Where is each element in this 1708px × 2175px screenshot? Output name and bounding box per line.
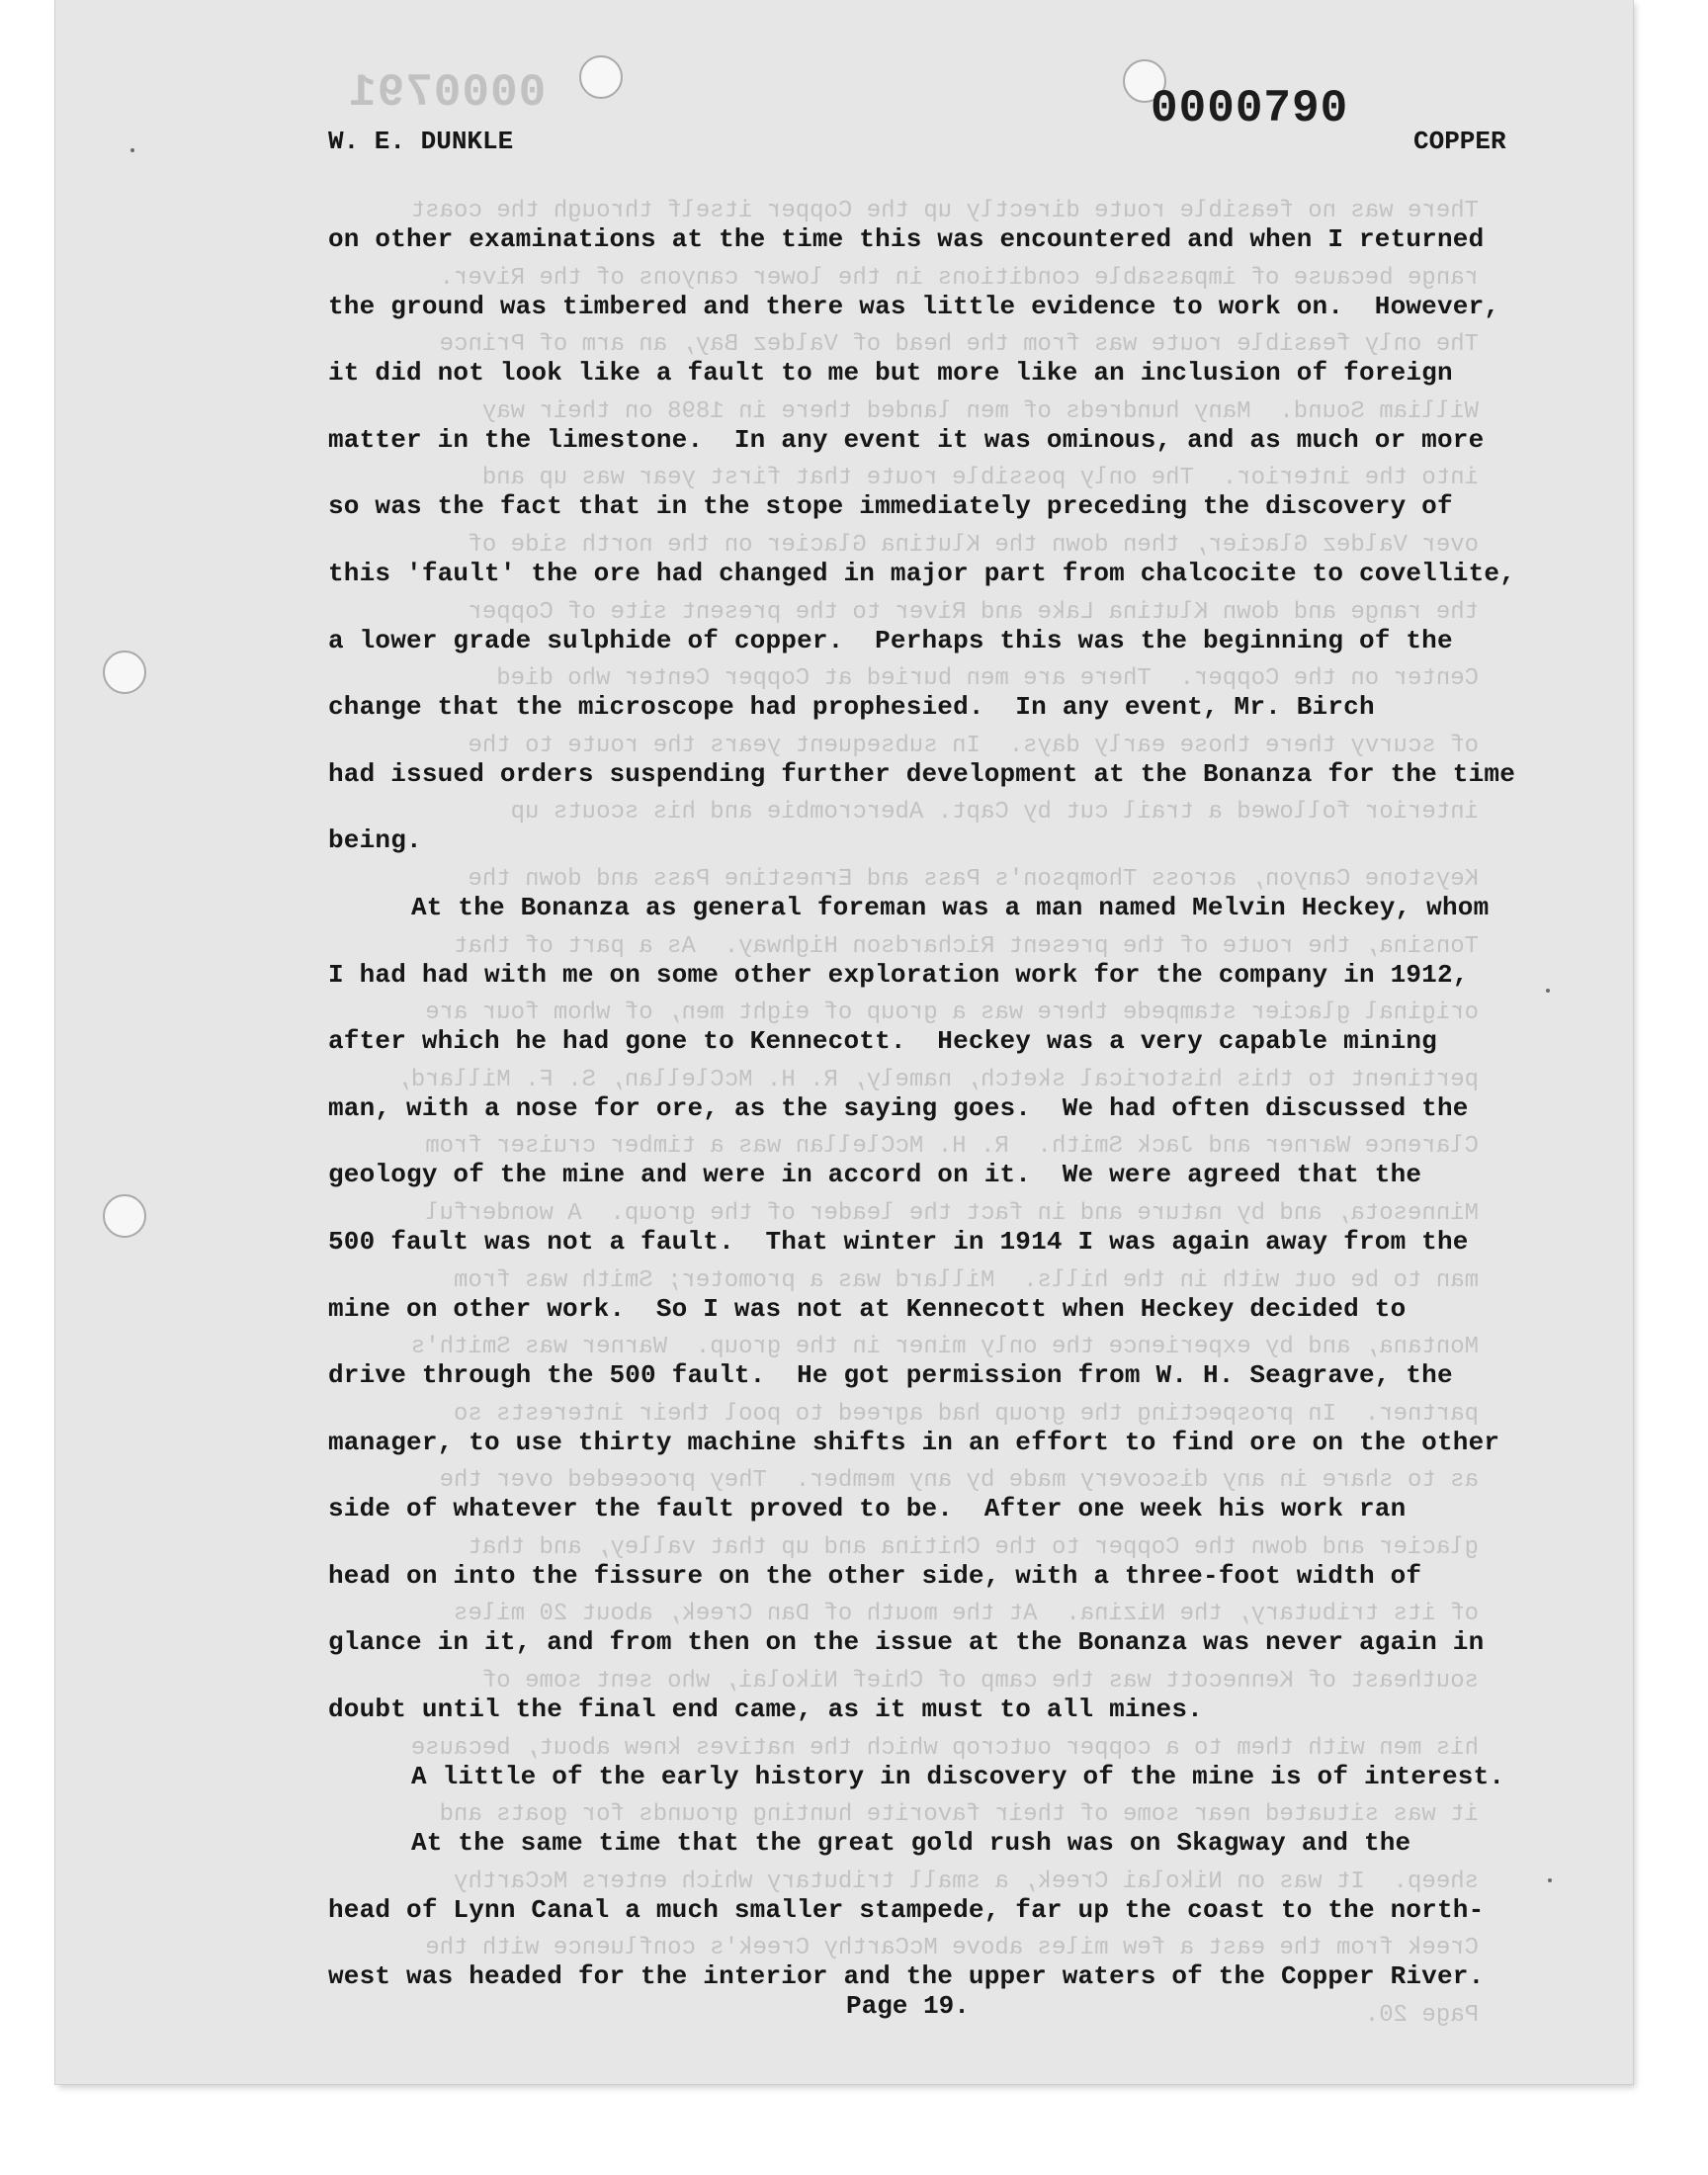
text-line: man, with a nose for ore, as the saying goes. We had often discussed the [328, 1092, 1469, 1123]
bleed-through-line: man to be out with in the hills. Millard was a promoter; Smith was from [454, 1266, 1479, 1294]
bleed-through-line: Page 20. [1364, 2002, 1479, 2030]
bleed-through-line: it was situated near some of their favorite hunting grounds for goats and [439, 1801, 1479, 1829]
bleed-through-line: the range and down Klutina Lake and River to the present site of Copper [468, 598, 1479, 626]
text-line: A little of the early history in discovery of the mine is of interest. [411, 1761, 1505, 1791]
text-line: it did not look like a fault to me but more like an inclusion of foreign [328, 358, 1453, 389]
text-line: manager, to use thirty machine shifts in an effort to find ore on the other [328, 1427, 1500, 1457]
bleed-through-line: The only feasible route was from the head of Valdez Bay, an arm of Prince [439, 331, 1479, 359]
text-line: after which he had gone to Kennecott. Heckey was a very capable mining [328, 1026, 1437, 1057]
bleed-through-line: Keystone Canyon, across Thompson's Pass and Ernestine Pass and down the [468, 865, 1479, 893]
text-line: on other examinations at the time this was encountered and when I returned [328, 224, 1485, 254]
bleed-through-line: pertinent to this historical sketch, namely, R. H. McClellan, S. F. Millard, [396, 1066, 1479, 1093]
punch-hole-left-upper [103, 651, 146, 694]
text-line: being. [328, 826, 422, 856]
text-line: I had had with me on some other exploration work for the company in 1912, [328, 959, 1469, 990]
text-line: 500 fault was not a fault. That winter in 1914 I was again away from the [328, 1226, 1469, 1257]
text-line: mine on other work. So I was not at Kennecott when Heckey decided to [328, 1293, 1407, 1324]
bleed-through-line: as to share in any discovery made by any member. They proceeded over the [439, 1467, 1479, 1495]
body-text [328, 214, 1633, 2018]
text-line: a lower grade sulphide of copper. Perhaps this was the beginning of the [328, 625, 1453, 655]
bleed-through-line: of scurvy there those early days. In subsequent years the route to the [468, 732, 1479, 759]
text-line: head of Lynn Canal a much smaller stampede, far up the coast to the north- [328, 1894, 1485, 1925]
text-line: At the same time that the great gold rush was on Skagway and the [411, 1828, 1411, 1859]
bleed-through-line: There was no feasible route directly up the Copper itself through the coast [410, 198, 1479, 224]
text-line: geology of the mine and were in accord on it. We were agreed that the [328, 1160, 1422, 1190]
paper-speck [130, 148, 134, 152]
bleed-through-line: into the interior. The only possible route that first year was up and [481, 465, 1479, 492]
text-line: so was the fact that in the stope immediately preceding the discovery of [328, 491, 1453, 522]
page-number: Page 19. [846, 1991, 970, 2021]
text-line: the ground was timbered and there was little evidence to work on. However, [328, 291, 1500, 321]
text-line: head on into the fissure on the other side, with a three-foot width of [328, 1560, 1422, 1591]
bleed-through-line: sheep. It was on Nikolai Creek, a small tributary which enters McCarthy [454, 1868, 1479, 1895]
bleed-through-line: Montana, and by experience the only miner in the group. Warner was Smith's [410, 1334, 1479, 1361]
bleed-through-line: of its tributary, the Nizina. At the mouth of Dan Creek, about 20 miles [454, 1601, 1479, 1628]
text-line: change that the microscope had prophesied. In any event, Mr. Birch [328, 692, 1375, 723]
document-page [55, 0, 1633, 2084]
text-line: drive through the 500 fault. He got permission from W. H. Seagrave, the [328, 1360, 1453, 1391]
bleed-through-line: range because of impassable conditions in the lower canyons of the River. [439, 264, 1479, 292]
text-line: side of whatever the fault proved to be. After one week his work ran [328, 1494, 1407, 1524]
bleed-through-line: partner. In prospecting the group had agreed to pool their interests so [454, 1400, 1479, 1428]
bleed-stamp-number: 0000791 [348, 67, 547, 119]
bleed-through-line: Tonsina, the route of the present Richardson Highway. As a part of that [454, 932, 1479, 960]
bleed-through-line: his men with them to a copper outcrop which the natives knew about, because [410, 1734, 1479, 1762]
author-header: W. E. DUNKLE [328, 127, 514, 156]
paper-speck [1546, 989, 1550, 993]
text-line: At the Bonanza as general foreman was a man named Melvin Heckey, whom [411, 892, 1490, 922]
text-line: doubt until the final end came, as it must to all mines. [328, 1695, 1203, 1725]
subject-header: COPPER [1413, 127, 1506, 156]
bleed-through-line: William Sound. Many hundreds of men landed there in 1898 on their way [481, 397, 1479, 425]
paper-speck [1548, 1878, 1552, 1882]
bleed-through-line: southeast of Kennecott was the camp of Chief Nikolai, who sent some of [481, 1668, 1479, 1696]
text-line: this 'fault' the ore had changed in major part from chalcocite to covellite, [328, 558, 1515, 588]
text-line: west was headed for the interior and the upper waters of the Copper River. [328, 1961, 1485, 1992]
bleed-through-line: Minnesota, and by nature and in fact the leader of the group. A wonderful [425, 1199, 1479, 1227]
punch-hole-left-lower [103, 1194, 146, 1238]
bleed-through-line: original glacier stampede there was a group of eight men, of whom four are [425, 1000, 1479, 1027]
bleed-through-line: interior followed a trail cut by Capt. Abercrombie and his scouts up [510, 799, 1479, 826]
bleed-through-line: Center on the Copper. There are men buried at Copper Center who died [496, 665, 1479, 693]
punch-hole-top-left [579, 55, 623, 99]
bleed-through-line: glacier and down the Copper to the Chitina and up that valley, and that [468, 1533, 1479, 1561]
text-line: glance in it, and from then on the issue at the Bonanza was never again in [328, 1627, 1485, 1658]
bleed-through-line: over Valdez Glacier, then down the Klutina Glacier on the north side of [468, 531, 1479, 559]
text-line: matter in the limestone. In any event it was ominous, and as much or more [328, 424, 1485, 455]
text-line: had issued orders suspending further development at the Bonanza for the time [328, 758, 1515, 789]
bleed-through-line: Clarence Warner and Jack Smith. R. H. McClellan was a timber cruiser from [425, 1133, 1479, 1161]
document-stamp-number: 0000790 [1151, 83, 1349, 134]
bleed-through-line: Creek from the east a few miles above McCarthy Creek's confluence with the [425, 1935, 1479, 1962]
